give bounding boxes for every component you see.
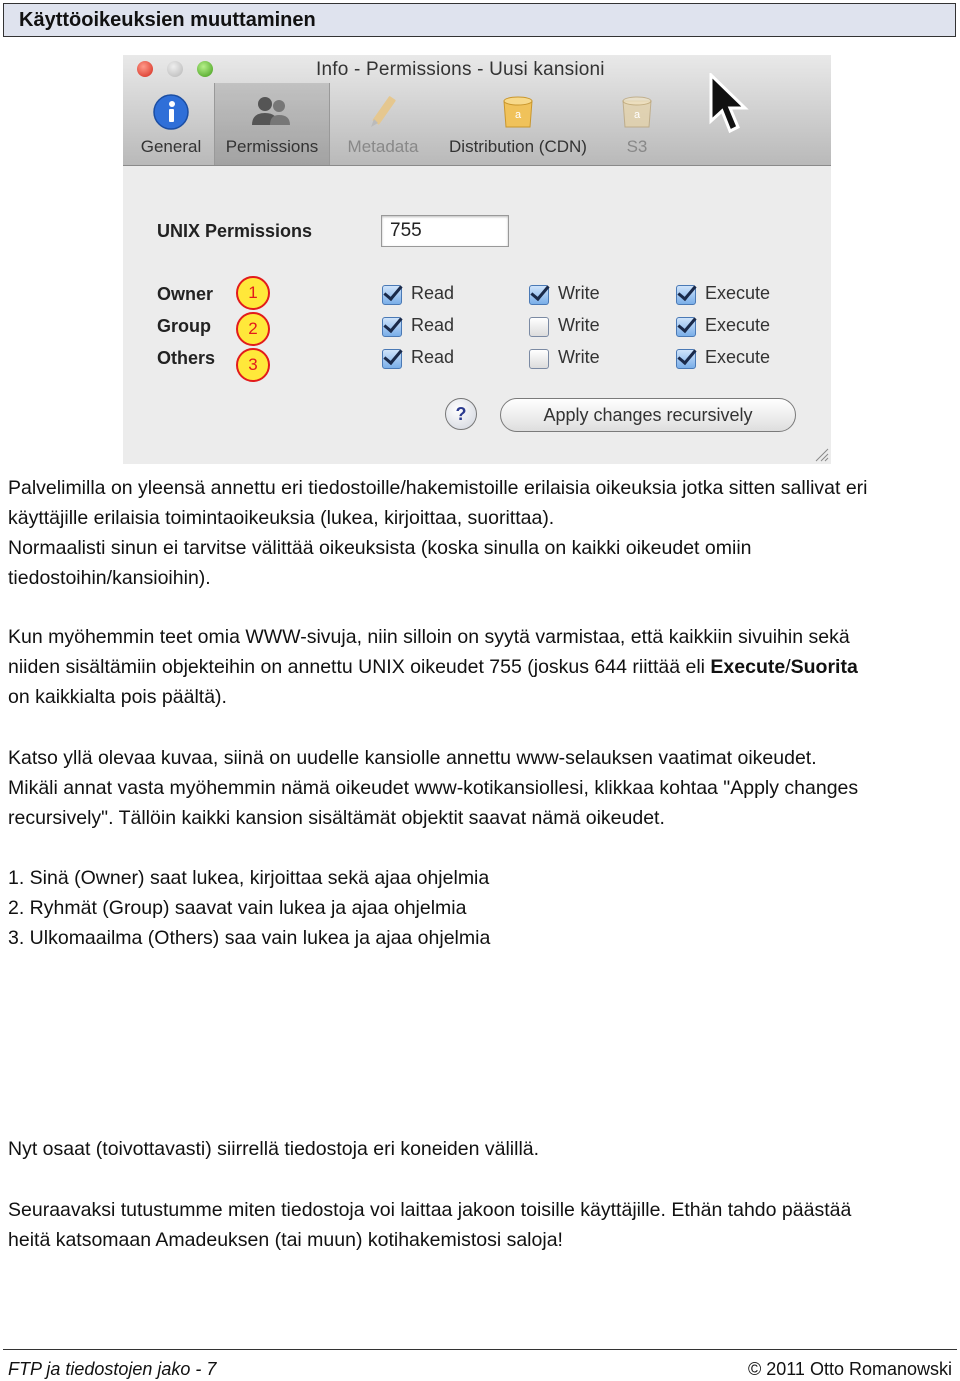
apply-recursively-button[interactable]: Apply changes recursively [500, 398, 796, 432]
close-window-icon[interactable] [137, 61, 153, 77]
group-read-checkbox[interactable] [382, 317, 402, 337]
unix-permissions-label: UNIX Permissions [157, 221, 313, 241]
others-label: Others [157, 348, 216, 368]
others-write-checkbox[interactable] [529, 349, 549, 369]
zoom-window-icon[interactable] [197, 61, 213, 77]
list-item: 1. Sinä (Owner) saat lukea, kirjoittaa sekä ajaa ohjelmia [8, 867, 490, 889]
footer-page-label: FTP ja tiedostojen jako - 7 [8, 1359, 217, 1379]
others-write-label: Write [558, 347, 600, 367]
minimize-window-icon[interactable] [167, 61, 183, 77]
paragraph-next: Seuraavaksi tutustumme miten tiedostoja voi laittaa jakoon toisille käyttäjille. Ethän tahdo päästää heitä katsomaan Amadeuksen (tai muun) kotihakemistosi saloja! [8, 1199, 852, 1251]
section-title: Käyttöoikeuksien muuttaminen [19, 9, 316, 31]
unix-permissions-input[interactable]: 755 [381, 215, 509, 247]
toolbar-permissions[interactable]: Permissions [219, 93, 325, 163]
toolbar-metadata[interactable]: Metadata [337, 93, 429, 163]
group-execute-checkbox[interactable] [676, 317, 696, 337]
owner-read-label: Read [411, 283, 455, 303]
info-icon [152, 93, 190, 131]
badge-2: 2 [236, 312, 270, 346]
badge-3: 3 [236, 348, 270, 382]
list-item: 2. Ryhmät (Group) saavat vain lukea ja ajaa ohjelmia [8, 897, 467, 919]
dialog-toolbar [123, 55, 831, 166]
group-read-label: Read [411, 315, 455, 335]
footer-divider [3, 1349, 957, 1350]
pencil-icon [364, 93, 402, 131]
group-write-checkbox[interactable] [529, 317, 549, 337]
permissions-dialog-screenshot [123, 55, 831, 464]
toolbar-s3[interactable]: a S3 [611, 93, 663, 163]
bucket-icon [500, 93, 536, 131]
owner-write-label: Write [558, 283, 600, 303]
owner-write-checkbox[interactable] [529, 285, 549, 305]
group-execute-label: Execute [705, 315, 771, 335]
section-header [3, 3, 956, 37]
paragraph-intro: Palvelimilla on yleensä annettu eri tiedostoille/hakemistoille erilaisia oikeuksia jotka sitten sallivat eri käyttäjille erilaisia toimintaoikeuksia (lukea, kirjoittaa, suorittaa). Normaalisti sinun ei tarvitse välittää oikeuksista (koska sinulla on kaikki oikeudet omiin tiedostoihin/kansioihin). [8, 477, 868, 589]
others-execute-label: Execute [705, 347, 771, 367]
footer-copyright: © 2011 Otto Romanowski [747, 1359, 952, 1379]
others-read-checkbox[interactable] [382, 349, 402, 369]
svg-text:a: a [514, 109, 522, 121]
owner-label: Owner [157, 284, 214, 304]
window-title: Info - Permissions - Uusi kansioni [316, 59, 605, 80]
resize-grip-icon[interactable] [813, 446, 829, 462]
others-execute-checkbox[interactable] [676, 349, 696, 369]
owner-execute-checkbox[interactable] [676, 285, 696, 305]
svg-text:a: a [633, 109, 641, 121]
mouse-cursor-icon [708, 73, 750, 135]
help-button[interactable]: ? [445, 398, 477, 430]
group-label: Group [157, 316, 211, 336]
permissions-list [8, 863, 953, 953]
others-read-label: Read [411, 347, 455, 367]
users-icon [248, 93, 296, 131]
toolbar-distribution[interactable]: a Distribution (CDN) [435, 93, 601, 163]
s3-bucket-icon [619, 93, 655, 131]
paragraph-www: Kun myöhemmin teet omia WWW-sivuja, niin silloin on syytä varmistaa, että kaikkiin sivuihin sekä niiden sisältämiin objekteihin on annettu UNIX oikeudet 755 (joskus 644 riittää eli Execute/Suorita on kaikkialta pois päältä). [8, 626, 858, 708]
paragraph-summary: Nyt osaat (toivottavasti) siirrellä tiedostoja eri koneiden välillä. [8, 1138, 540, 1160]
group-write-label: Write [558, 315, 600, 335]
owner-execute-label: Execute [705, 283, 771, 303]
toolbar-general[interactable]: General [133, 93, 209, 163]
list-item: 3. Ulkomaailma (Others) saa vain lukea ja ajaa ohjelmia [8, 927, 491, 949]
badge-1: 1 [236, 276, 270, 310]
owner-read-checkbox[interactable] [382, 285, 402, 305]
paragraph-image-note: Katso yllä olevaa kuvaa, siinä on uudelle kansiolle annettu www-selauksen vaatimat oikeudet. Mikäli annat vasta myöhemmin nämä oikeudet www-kotikansiollesi, klikkaa kohtaa "Apply changes recursively". Tällöin kaikki kansion sisältämät objektit saavat nämä oikeudet. [8, 747, 859, 829]
